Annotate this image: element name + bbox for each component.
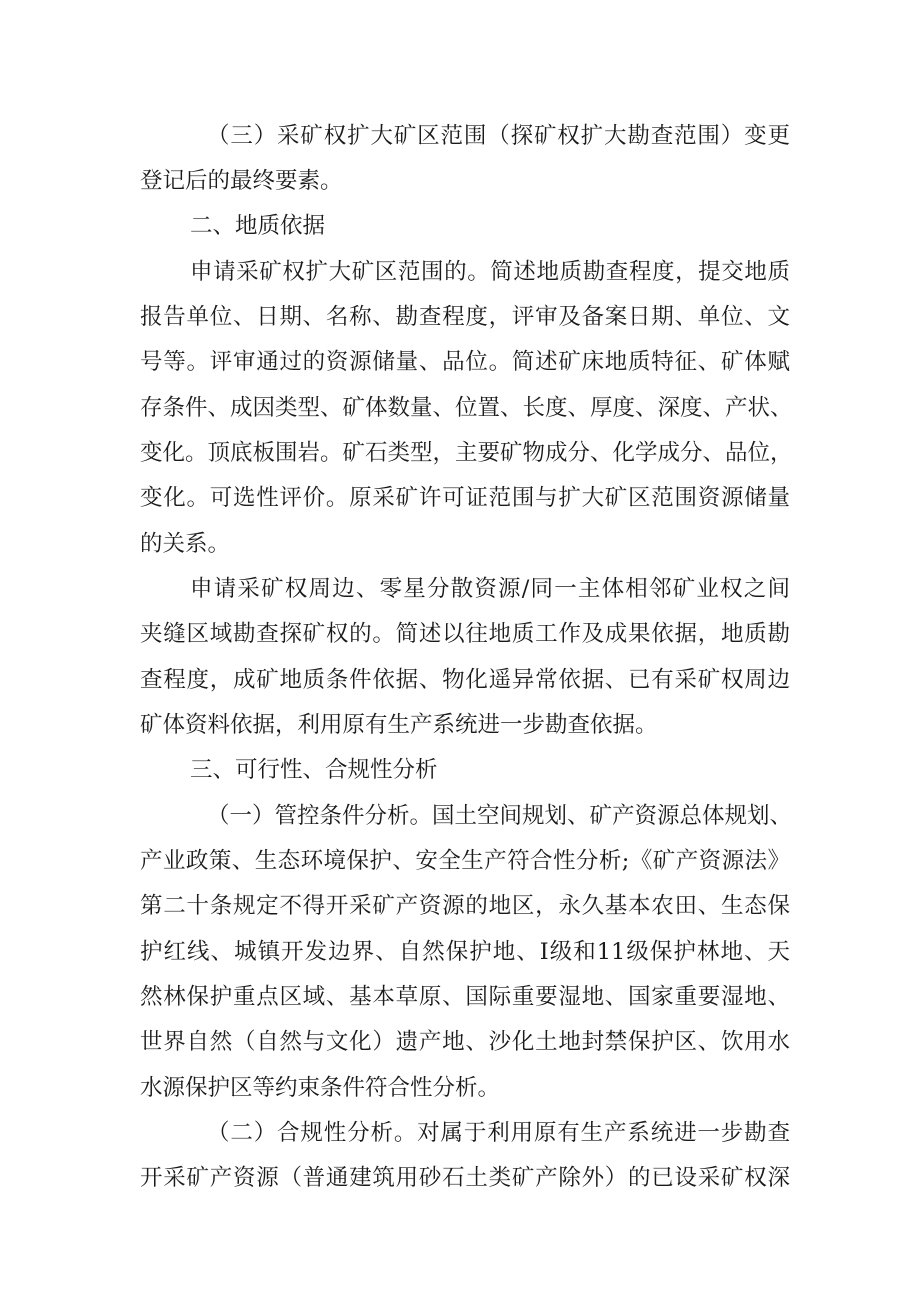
paragraph-line: 申请采矿权扩大矿区范围的。简述地质勘查程度，提交地质 — [190, 259, 790, 285]
paragraph-line: 水源保护区等约束条件符合性分析。 — [140, 1075, 501, 1101]
paragraph-line: 矿体资料依据，利用原有生产系统进一步勘查依据。 — [140, 712, 658, 738]
paragraph-line: 第二十条规定不得开采矿产资源的地区，永久基本农田、生态保 — [140, 893, 790, 919]
paragraph-line: 登记后的最终要素。 — [140, 168, 343, 194]
section-heading-3: 三、可行性、合规性分析 — [190, 757, 438, 783]
paragraph-line: 变化。可选性评价。原采矿许可证范围与扩大矿区范围资源储量 — [140, 485, 790, 511]
paragraph-line: 开采矿产资源（普通建筑用砂石土类矿产除外）的已设采矿权深 — [140, 1165, 790, 1191]
section-heading-2: 二、地质依据 — [190, 213, 326, 239]
paragraph-line: 号等。评审通过的资源储量、品位。简述矿床地质特征、矿体赋 — [140, 349, 790, 375]
paragraph-line: 申请采矿权周边、零星分散资源/同一主体相邻矿业权之间 — [190, 576, 790, 602]
paragraph-line: 护红线、城镇开发边界、自然保护地、I级和11级保护林地、天 — [140, 939, 790, 965]
paragraph-line: （一）管控条件分析。国土空间规划、矿产资源总体规划、 — [207, 803, 793, 829]
paragraph-line: 产业政策、生态环境保护、安全生产符合性分析;《矿产资源法》 — [140, 848, 790, 874]
paragraph-line: 夹缝区域勘查探矿权的。简述以往地质工作及成果依据，地质勘 — [140, 621, 790, 647]
paragraph-heading-3: （三）采矿权扩大矿区范围（探矿权扩大勘查范围）变更 — [207, 123, 790, 149]
paragraph-line: 世界自然（自然与文化）遗产地、沙化土地封禁保护区、饮用水 — [140, 1029, 790, 1055]
paragraph-line: 然林保护重点区域、基本草原、国际重要湿地、国家重要湿地、 — [140, 984, 790, 1010]
paragraph-line: 查程度，成矿地质条件依据、物化遥异常依据、已有采矿权周边 — [140, 667, 790, 693]
paragraph-line: 存条件、成因类型、矿体数量、位置、长度、厚度、深度、产状、 — [140, 395, 793, 421]
paragraph-line: 报告单位、日期、名称、勘查程度，评审及备案日期、单位、文 — [140, 304, 790, 330]
paragraph-line: （二）合规性分析。对属于利用原有生产系统进一步勘查 — [207, 1120, 790, 1146]
paragraph-line: 的关系。 — [140, 531, 231, 557]
paragraph-line: 变化。顶底板围岩。矿石类型，主要矿物成分、化学成分、品位， — [140, 440, 793, 466]
